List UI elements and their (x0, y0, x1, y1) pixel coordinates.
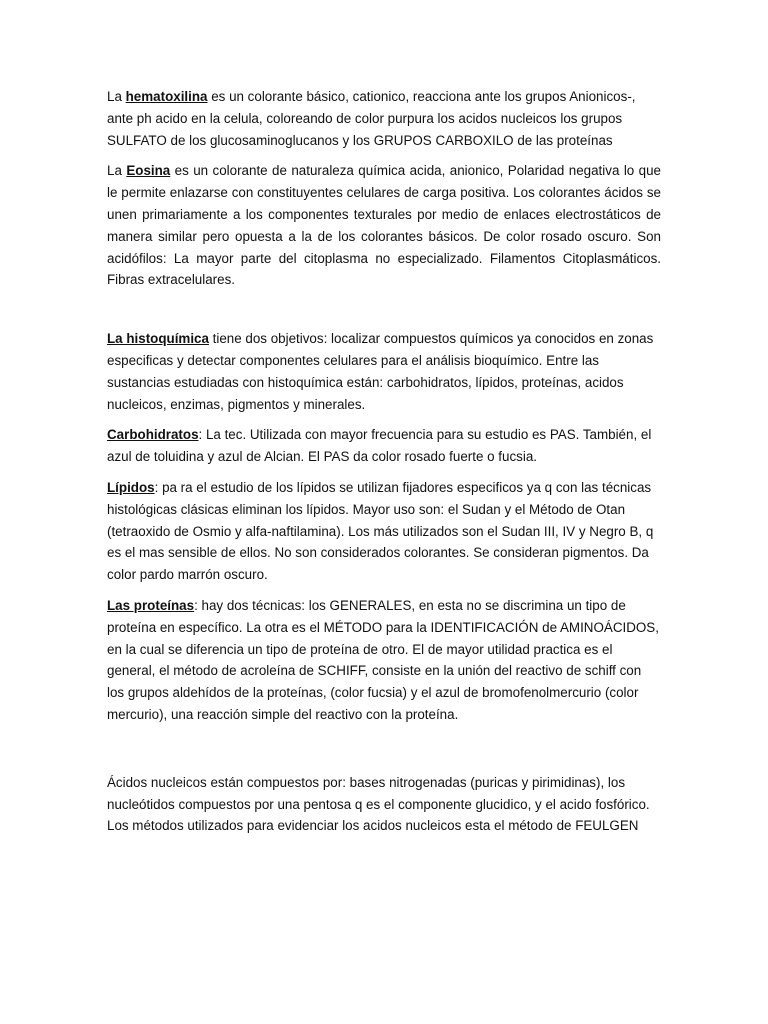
paragraph-text: es un colorante de naturaleza química acida, anionico, Polaridad negativa lo que le permite enlazarse con constituyentes celulares de carga positiva. Los colorantes ácidos se unen primariamente a los componentes texturales por medio de enlaces electrostáticos de manera similar pero opuesta a la de los colorantes básicos. De color rosado oscuro. Son acidófilos: La mayor parte del citoplasma no especializado. Filamentos Citoplasmáticos. Fibras extracelulares. (107, 163, 661, 288)
paragraph-eosina (107, 160, 661, 291)
paragraph-text: tiene dos objetivos: localizar compuestos químicos ya conocidos en zonas especificas y detectar componentes celulares para el análisis bioquímico. Entre las sustancias estudiadas con histoquímica están: carbohidratos, lípidos, proteínas, acidos nucleicos, enzimas, pigmentos y minerales. (107, 331, 654, 412)
paragraph-hematoxilina (107, 86, 661, 151)
paragraph-histoquimica (107, 328, 661, 415)
term-histoquimica: La histoquímica (107, 331, 209, 347)
document-page (107, 86, 661, 846)
paragraph-text: pa ra el estudio de los lípidos se utilizan fijadores especificos ya q con las técnicas histológicas clásicas eliminan los lípidos. Mayor uso son: el Sudan y el Método de Otan (tetraoxido de Osmio y alfa-naftilamina). Los más utilizados son el Sudan III, IV y Negro B, q es el mas sensible de ellos. No son considerados colorantes. Se consideran pigmentos. Da color pardo marrón oscuro. (107, 479, 654, 583)
paragraph-text: Ácidos nucleicos están compuestos por: bases nitrogenadas (puricas y pirimidinas), los nucleótidos compuestos por una pentosa q es el componente glucidico, y el acido fosfórico. Los métodos utilizados para evidenciar los acidos nucleicos esta el método de FEULGEN (107, 774, 650, 834)
paragraph-text: es un colorante básico, cationico, reacciona ante los grupos Anionicos-, ante ph acido en la celula, coloreando de color purpura los acidos nucleicos los grupos SULFATO de los glucosaminoglucanos y los GRUPOS CARBOXILO de las proteínas (107, 89, 636, 148)
term-hematoxilina: hematoxilina (125, 89, 208, 104)
paragraph-prefix: La (107, 89, 126, 104)
term-colon: : (154, 479, 159, 495)
term-lipidos: Lípidos (107, 479, 155, 495)
paragraph-proteinas (107, 595, 661, 726)
paragraph-text: La tec. Utilizada con mayor frecuencia para su estudio es PAS. También, el azul de toluidina y azul de Alcian. El PAS da color rosado fuerte o fucsia. (107, 427, 652, 465)
term-proteinas: Las proteínas (107, 597, 195, 613)
paragraph-lipidos (107, 477, 661, 586)
term-eosina: Eosina (126, 163, 171, 179)
term-colon: : (198, 427, 203, 443)
term-colon: : (194, 597, 198, 613)
paragraph-text: hay dos técnicas: los GENERALES, en esta no se discrimina un tipo de proteína en específico. La otra es el MÉTODO para la IDENTIFICACIÓN de AMINOÁCIDOS, en la cual se diferencia un tipo de proteína de otro. El de mayor utilidad practica es el general, el método de acroleína de SCHIFF, consiste en la unión del reactivo de schiff con los grupos aldehídos de la proteínas, (color fucsia) y el azul de bromofenolmercurio (color mercurio), una reacción simple del reactivo con la proteína. (107, 597, 659, 722)
term-carbohidratos: Carbohidratos (107, 427, 199, 443)
paragraph-prefix: La (107, 163, 127, 179)
paragraph-carbohidratos (107, 424, 661, 468)
paragraph-acidos-nucleicos (107, 772, 661, 837)
